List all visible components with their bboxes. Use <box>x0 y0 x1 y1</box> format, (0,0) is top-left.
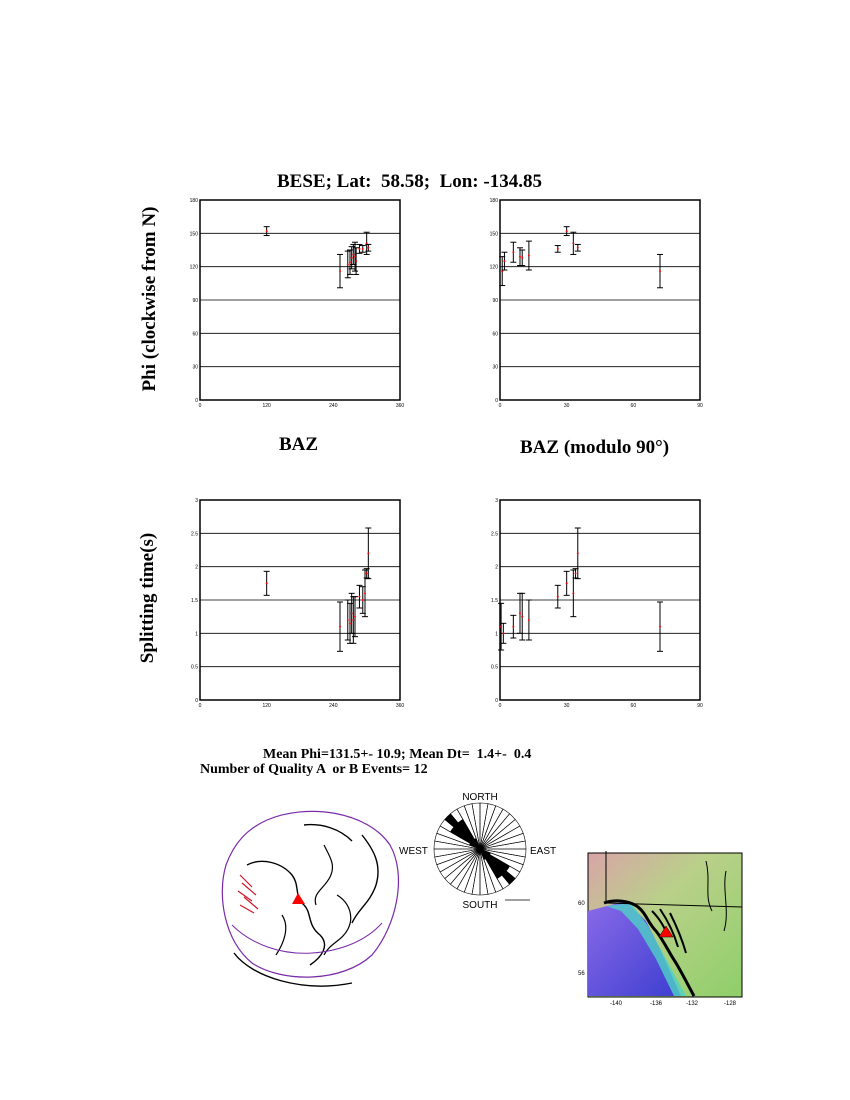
point-marker <box>659 626 661 628</box>
point-marker <box>575 572 577 574</box>
rose-label-west: WEST <box>399 846 428 857</box>
splitting-time-axis-label: Splitting time(s) <box>137 532 158 664</box>
point-marker <box>519 256 521 258</box>
data-point <box>575 244 581 251</box>
rose-sector-outline <box>480 819 520 849</box>
rose-diagram <box>395 788 575 916</box>
y-tick-label: 1 <box>495 631 498 638</box>
rose-sector-outline <box>480 809 510 849</box>
data-point <box>564 227 570 236</box>
point-marker <box>358 248 360 250</box>
y-tick-label: 2.5 <box>191 531 198 538</box>
point-marker <box>364 592 366 594</box>
point-marker <box>512 626 514 628</box>
data-point <box>510 242 516 262</box>
map-lon-tick: -140 <box>610 1001 623 1007</box>
x-tick-label: 0 <box>198 403 202 409</box>
y-tick-label: 0 <box>195 698 198 704</box>
point-marker <box>367 552 369 554</box>
data-point <box>360 246 366 253</box>
y-tick-label: 0.5 <box>491 664 498 671</box>
point-marker <box>362 248 364 250</box>
y-tick-label: 0 <box>195 398 198 404</box>
map-lat-tick: 56 <box>578 971 585 977</box>
data-point <box>555 585 561 608</box>
point-marker <box>502 632 504 634</box>
rose-sector-outline <box>440 849 480 879</box>
y-tick-label: 0.5 <box>191 664 198 671</box>
x-tick-label: 0 <box>498 703 502 709</box>
data-point <box>564 571 570 595</box>
point-marker <box>572 592 574 594</box>
baz-mod90-axis-label: BAZ (modulo 90°) <box>520 437 670 458</box>
y-tick-label: 150 <box>489 231 498 238</box>
x-tick-label: 360 <box>395 403 405 409</box>
point-marker <box>349 622 351 624</box>
point-marker <box>566 230 568 232</box>
antarctic-outline <box>234 953 352 986</box>
point-marker <box>362 599 364 601</box>
point-marker <box>521 616 523 618</box>
point-marker <box>500 626 502 628</box>
y-tick-label: 2 <box>495 564 498 571</box>
phi-vs-baz-mod90-chart <box>480 190 720 415</box>
x-tick-label: 240 <box>329 403 338 409</box>
point-marker <box>521 257 523 259</box>
point-marker <box>557 248 559 250</box>
y-tick-label: 30 <box>192 364 198 371</box>
map-lon-tick: -132 <box>686 1001 699 1007</box>
y-tick-label: 2.5 <box>491 531 498 538</box>
point-marker <box>339 626 341 628</box>
data-point <box>337 254 343 287</box>
baz-axis-label: BAZ <box>279 434 319 455</box>
y-tick-label: 120 <box>489 264 498 271</box>
point-marker <box>366 572 368 574</box>
x-tick-label: 90 <box>697 703 703 709</box>
point-marker <box>512 251 514 253</box>
regional-map-svg <box>586 851 744 1003</box>
point-marker <box>528 619 530 621</box>
data-point <box>510 615 516 638</box>
point-marker <box>557 596 559 598</box>
map-lon-tick: -136 <box>650 1001 663 1007</box>
y-tick-label: 3 <box>195 498 198 504</box>
x-tick-label: 90 <box>697 403 703 409</box>
x-tick-label: 120 <box>262 403 271 409</box>
point-marker <box>577 247 579 249</box>
y-tick-label: 150 <box>189 231 198 238</box>
y-tick-label: 30 <box>492 364 498 371</box>
data-point <box>264 227 270 236</box>
y-tick-label: 90 <box>192 298 198 304</box>
y-tick-label: 2 <box>195 564 198 571</box>
point-marker <box>347 263 349 265</box>
data-point <box>264 571 270 595</box>
y-tick-label: 180 <box>489 198 498 204</box>
x-tick-label: 60 <box>630 703 637 709</box>
continent-outline <box>247 825 378 965</box>
x-tick-label: 0 <box>198 703 202 709</box>
point-marker <box>351 257 353 259</box>
dt-vs-baz-mod90-chart <box>480 490 720 715</box>
point-marker <box>349 261 351 263</box>
data-point <box>353 248 359 275</box>
point-marker <box>659 270 661 272</box>
point-marker <box>266 230 268 232</box>
data-point <box>657 254 663 287</box>
y-tick-label: 0 <box>495 698 498 704</box>
y-tick-label: 1 <box>195 631 198 638</box>
rose-label-east: EAST <box>530 846 557 857</box>
map-lon-tick: -128 <box>724 1001 737 1007</box>
purple-outline-2 <box>232 923 382 953</box>
y-tick-label: 0 <box>495 398 498 404</box>
point-marker <box>347 619 349 621</box>
y-tick-label: 60 <box>192 331 198 338</box>
map-lat-tick: 60 <box>578 901 585 907</box>
y-tick-label: 120 <box>189 264 198 271</box>
point-marker <box>503 260 505 262</box>
phi-vs-baz-chart <box>180 190 420 415</box>
point-marker <box>339 270 341 272</box>
data-point <box>657 602 663 651</box>
point-marker <box>528 255 530 257</box>
x-tick-label: 120 <box>262 703 271 709</box>
point-marker <box>577 552 579 554</box>
x-tick-label: 0 <box>498 403 502 409</box>
point-marker <box>355 260 357 262</box>
y-tick-label: 60 <box>492 331 498 338</box>
mean-summary: Mean Phi=131.5+- 10.9; Mean Dt= 1.4+- 0.4 <box>263 747 532 762</box>
data-point <box>337 602 343 651</box>
x-tick-label: 30 <box>563 703 570 709</box>
y-tick-label: 1.5 <box>491 598 498 604</box>
y-tick-label: 90 <box>492 298 498 304</box>
continent-outline-2 <box>276 845 351 955</box>
rose-label-north: NORTH <box>462 792 498 803</box>
x-tick-label: 60 <box>630 403 637 409</box>
y-tick-label: 3 <box>495 498 498 504</box>
y-tick-label: 1.5 <box>191 598 198 604</box>
point-marker <box>358 596 360 598</box>
page-title: BESE; Lat: 58.58; Lon: -134.85 <box>277 171 542 192</box>
point-marker <box>519 612 521 614</box>
x-tick-label: 240 <box>329 703 338 709</box>
rose-sector-outline <box>450 849 480 889</box>
data-point <box>526 600 532 640</box>
y-tick-label: 180 <box>189 198 198 204</box>
rose-label-south: SOUTH <box>462 900 498 911</box>
globe-map <box>212 805 412 1000</box>
event-paths <box>238 875 258 913</box>
data-point <box>526 241 532 270</box>
event-count-summary: Number of Quality A or B Events= 12 <box>200 762 428 777</box>
point-marker <box>266 582 268 584</box>
station-marker-icon <box>292 893 305 904</box>
point-marker <box>566 582 568 584</box>
point-marker <box>572 242 574 244</box>
phi-axis-label: Phi (clockwise from N) <box>139 206 160 392</box>
x-tick-label: 30 <box>563 403 570 409</box>
point-marker <box>367 247 369 249</box>
point-marker <box>352 619 354 621</box>
regional-map <box>578 851 744 1007</box>
point-marker <box>352 253 354 255</box>
dt-vs-baz-chart <box>180 490 420 715</box>
point-marker <box>351 612 353 614</box>
point-marker <box>354 616 356 618</box>
x-tick-label: 360 <box>395 703 405 709</box>
data-point <box>555 246 561 253</box>
